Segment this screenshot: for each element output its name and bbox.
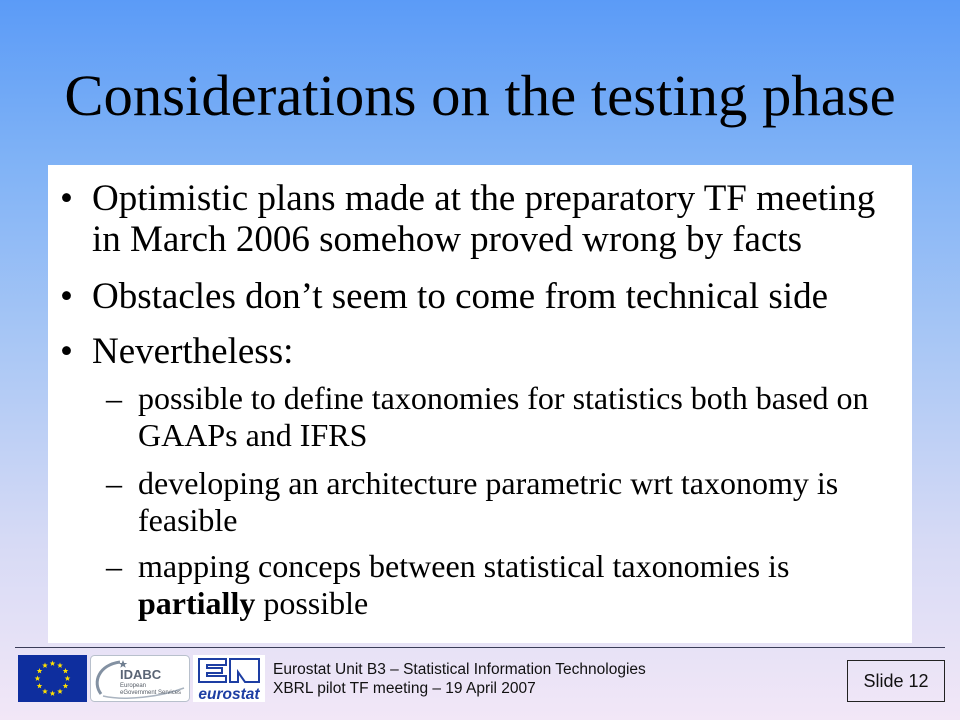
sub-bullet-text: possible to define taxonomies for statistics both based on GAAPs and IFRS <box>138 380 869 453</box>
idabc-logo-icon <box>90 655 190 702</box>
logo-wordmark: eurostat <box>198 686 260 702</box>
bullet-marker: • <box>60 178 73 219</box>
footer-divider <box>15 647 945 648</box>
slide-number: Slide 12 <box>847 660 945 702</box>
footer-line-event: XBRL pilot TF meeting – 19 April 2007 <box>273 680 536 697</box>
sub-bullet-text-start: mapping conceps between statistical taxonomies is <box>138 548 790 584</box>
bullet-item <box>60 276 892 317</box>
sub-bullet-item <box>106 380 888 454</box>
eurostat-logo-icon <box>193 655 265 702</box>
sub-bullet-item <box>106 548 888 622</box>
slide-title: Considerations on the testing phase <box>64 63 896 128</box>
logo-wordmark: IDABC <box>120 667 162 682</box>
footer-caption <box>273 660 646 698</box>
sub-bullet-marker: – <box>106 548 122 584</box>
sub-bullet-text-end: possible <box>263 585 369 621</box>
content-box <box>48 165 912 643</box>
bullet-item <box>60 331 892 372</box>
emphasized-word: partially <box>138 585 256 621</box>
sub-bullet-marker: – <box>106 465 122 501</box>
sub-bullet-marker: – <box>106 380 122 416</box>
eu-flag-icon <box>18 655 87 702</box>
bullet-item <box>60 178 892 260</box>
logo-tagline: European <box>120 683 147 689</box>
logo-tagline: eGovernment Services <box>120 690 182 696</box>
bullet-marker: • <box>60 331 73 372</box>
bullet-text: Optimistic plans made at the preparatory TF meeting in March 2006 somehow proved wrong by facts <box>92 178 876 260</box>
sub-bullet-item <box>106 465 888 539</box>
bullet-text: Obstacles don’t seem to come from technical side <box>92 276 829 317</box>
bullet-marker: • <box>60 276 73 317</box>
bullet-text: Nevertheless: <box>92 331 294 372</box>
footer-line-organization: Eurostat Unit B3 – Statistical Information Technologies <box>273 661 646 678</box>
sub-bullet-text <box>138 548 888 622</box>
sub-bullet-text: developing an architecture parametric wrt taxonomy is feasible <box>138 465 839 538</box>
